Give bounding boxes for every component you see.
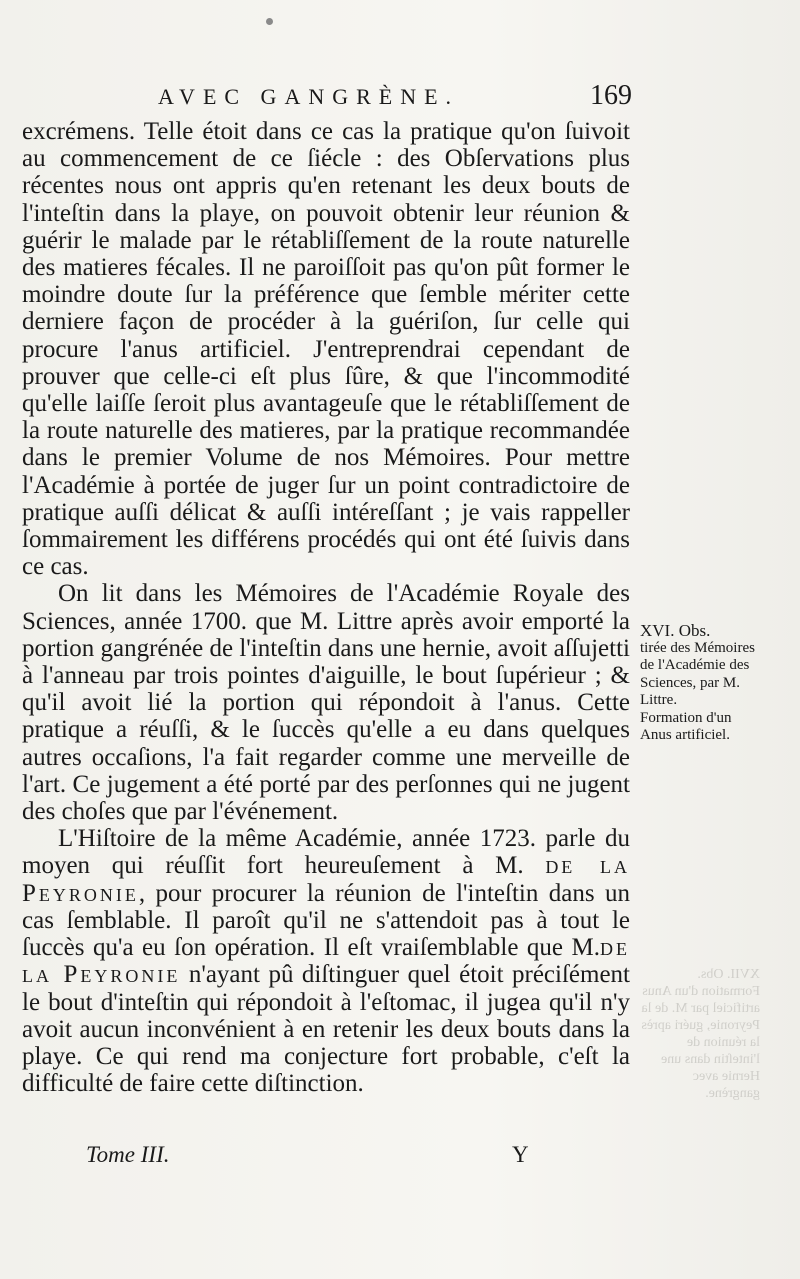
- margin-note-text: tirée des Mémoires de l'Académie des Sciences, par M. Littre.: [640, 639, 755, 708]
- running-title: AVEC GANGRÈNE.: [158, 84, 460, 109]
- text-run: n'ayant pû diſtinguer quel étoit préciſément le bout d'inteſtin qui répondoit à l'eſtomac, il jugea qu'il n'y avoit aucun inconvénient à en retenir les deux bouts dans la playe. Ce qui rend ma conjecture fort probable, c'eſt la difficulté de faire cette diſtinction.: [22, 961, 630, 1098]
- signature-mark: Y: [512, 1142, 529, 1167]
- margin-note-text: Formation d'un Anus artificiel.: [640, 709, 732, 743]
- paragraph: [22, 825, 630, 1097]
- ink-speck: [266, 18, 273, 25]
- paragraph: excrémens. Telle étoit dans ce cas la pratique qu'on ſuivoit au commencement de ce ſiécle : des Obſervations plus récentes nous ont appris qu'en retenant les deux bouts de l'inteſtin dans la playe, on pouvoit obtenir leur réunion & guérir le malade par le rétabliſſement de la route naturelle des matieres fécales. Il ne paroiſſoit pas qu'on pût former le moindre doute ſur la préférence que ſemble mériter cette derniere façon de procéder à la guériſon, ſur celle qui procure l'anus artificiel. J'entreprendrai cependant de prouver que celle-ci eſt plus ſûre, & que l'incommodité qu'elle laiſſe ſeroit plus avantageuſe que le rétabliſſement de la route naturelle des matieres, par la pratique recommandée dans le premier Volume de nos Mémoires. Pour mettre l'Académie à portée de juger ſur un point contradictoire de pratique auſſi délicat & auſſi intéreſſant ; je vais rappeller ſommairement les différens procédés qui ont été ſuivis dans ce cas.: [22, 118, 630, 581]
- page-footer: [86, 1142, 546, 1174]
- text-run: , pour procurer la réunion de l'inteſtin dans un cas ſemblable. Il paroît qu'il ne s'attendoit pas à tout le ſuccès qu'a eu ſon opération. Il eſt vraiſemblable que M.: [22, 879, 630, 962]
- show-through-text: XVII. Obs. Formation d'un Anus artificiel par M. de la Peyronie, guéri après la réunion de l'inteſtin dans une Hernie avec gangrène.: [641, 967, 760, 1101]
- paragraph: On lit dans les Mémoires de l'Académie Royale des Sciences, année 1700. que M. Littre après avoir emporté la portion gangrénée de l'inteſtin dans une hernie, avoit aſſujetti à l'anneau par trois pointes d'aiguille, le bout ſupérieur ; & qu'il avoit lié la portion qui répondoit à l'anus. Cette pratique a réuſſi, & le ſuccès qu'elle a eu dans quelques autres occaſions, l'a fait regarder comme une merveille de l'art. Ce jugement a été porté par des perſonnes qui ne jugent des choſes que par l'événement.: [22, 580, 630, 826]
- margin-note-number: XVI. Obs.: [640, 621, 711, 640]
- person-name: de la Peyronie: [22, 934, 630, 989]
- main-text: [22, 118, 630, 1097]
- volume-label: Tome III.: [86, 1142, 170, 1167]
- margin-note: [640, 622, 760, 745]
- page-number: 169: [590, 80, 632, 111]
- text-run: L'Hiſtoire de la même Académie, année 1723. parle du moyen qui réuſſit fort heureuſement à M.: [22, 825, 630, 880]
- running-header: [20, 78, 632, 112]
- person-name: de la Peyronie: [22, 852, 630, 907]
